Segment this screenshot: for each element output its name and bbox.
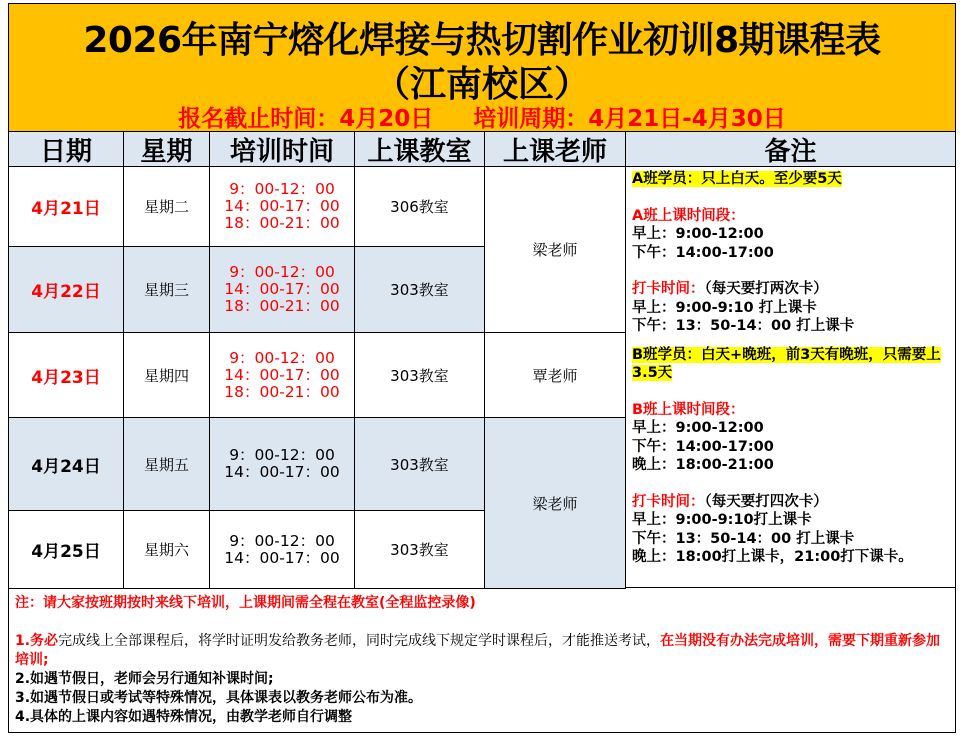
footer-item-1 — [15, 632, 949, 670]
table-row-weekday: 星期五 — [124, 418, 210, 511]
col-header-notes: 备注 — [626, 132, 955, 167]
table-row-times — [210, 333, 355, 418]
teacher-cell: 梁老师 — [485, 167, 626, 333]
footer-item-1-suffix: 在当期没有办法完成培训，需要下期重新参加培训; — [15, 633, 941, 668]
time-slot: 18：00-21：00 — [224, 382, 340, 401]
page-title: 2026年南宁熔化焊接与热切割作业初训8期课程表 — [83, 20, 881, 61]
a-class-afternoon: 下午：14:00-17:00 — [632, 244, 774, 261]
table-row-room: 303教室 — [355, 511, 485, 589]
b-class-summary: B班学员：白天+晚班，前3天有晚班，只需要上3.5天 — [632, 346, 941, 381]
b-clock-afternoon: 下午：13：50-14：00 打上课卡 — [632, 530, 855, 547]
b-clock-title: 打卡时间： — [632, 493, 705, 510]
footer-item-2: 2.如遇节假日，老师会另行通知补课时间; — [15, 671, 274, 687]
time-slot: 14：00-17：00 — [224, 197, 340, 215]
table-row-room: 303教室 — [355, 418, 485, 511]
teacher-cell: 覃老师 — [485, 333, 626, 418]
footer-item-1-body: 完成线上全部课程后，将学时证明发给教务老师，同时完成线下规定学时课程后，才能推送考试， — [58, 633, 661, 649]
table-row-room: 303教室 — [355, 333, 485, 418]
a-clock-title: 打卡时间： — [632, 281, 705, 297]
time-slot: 14：00-17：00 — [224, 365, 340, 384]
a-clock-morning: 早上：9:00-9:10 打上课卡 — [632, 299, 817, 316]
b-class-time-title: B班上课时间段： — [632, 401, 745, 418]
time-slot: 14：00-17：00 — [224, 548, 340, 567]
col-header-time: 培训时间 — [210, 132, 355, 167]
schedule-sheet — [8, 3, 956, 733]
a-class-time-title: A班上课时间段： — [632, 207, 745, 224]
footer-item-1-prefix: 1.务必 — [15, 633, 59, 649]
table-row-date: 4月22日 — [9, 247, 124, 333]
teacher-cell: 梁老师 — [485, 418, 626, 589]
a-class-morning: 早上：9:00-12:00 — [632, 226, 764, 242]
table-row-weekday: 星期二 — [124, 167, 210, 247]
time-slot: 18：00-21：00 — [224, 297, 340, 315]
col-header-teacher: 上课老师 — [485, 132, 626, 167]
time-slot: 18：00-21：00 — [224, 214, 340, 232]
b-class-afternoon: 下午：14:00-17:00 — [632, 438, 774, 455]
table-row-times — [210, 167, 355, 247]
a-class-summary: A班学员：只上白天。至少要5天 — [632, 171, 842, 187]
time-slot: 9：00-12：00 — [229, 531, 335, 550]
table-row-weekday: 星期四 — [124, 333, 210, 418]
table-row-weekday: 星期六 — [124, 511, 210, 589]
footer-notes — [9, 589, 955, 732]
table-row-room: 303教室 — [355, 247, 485, 333]
a-clock-afternoon: 下午：13：50-14：00 打上课卡 — [632, 318, 855, 334]
table-row-date: 4月24日 — [9, 418, 124, 511]
registration-info: 报名截止时间：4月20日 培训周期：4月21日-4月30日 — [178, 106, 786, 132]
table-row-times — [210, 247, 355, 333]
time-slot: 9：00-12：00 — [229, 446, 335, 464]
table-row-times — [210, 511, 355, 589]
notes-column — [626, 167, 956, 588]
campus-label: （江南校区） — [373, 64, 590, 105]
col-header-room: 上课教室 — [355, 132, 485, 167]
table-row-date: 4月25日 — [9, 511, 124, 589]
table-row-room: 306教室 — [355, 167, 485, 247]
table-row-date: 4月23日 — [9, 333, 124, 418]
footer-item-4: 4.具体的上课内容如遇特殊情况，由教学老师自行调整 — [15, 709, 353, 725]
time-slot: 9：00-12：00 — [229, 263, 335, 281]
b-clock-note: （每天要打四次卡） — [704, 493, 828, 510]
table-row-weekday: 星期三 — [124, 247, 210, 333]
b-clock-morning: 早上：9:00-9:10打上课卡 — [632, 512, 812, 528]
time-slot: 14：00-17：00 — [224, 463, 340, 481]
time-slot: 9：00-12：00 — [229, 180, 335, 198]
time-slot: 14：00-17：00 — [224, 280, 340, 298]
title-banner — [9, 4, 955, 132]
table-row-date: 4月21日 — [9, 167, 124, 247]
b-class-evening: 晚上：18:00-21:00 — [632, 457, 774, 473]
footer-item-3: 3.如遇节假日或考试等特殊情况，具体课表以教务老师公布为准。 — [15, 690, 423, 706]
b-class-morning: 早上：9:00-12:00 — [632, 420, 764, 436]
time-slot: 9：00-12：00 — [229, 348, 335, 367]
a-clock-note: （每天要打两次卡） — [704, 281, 828, 297]
footer-warning: 注：请大家按班期按时来线下培训，上课期间需全程在教室(全程监控录像) — [15, 595, 476, 611]
b-clock-evening: 晚上：18:00打上课卡，21:00打下课卡。 — [632, 549, 913, 565]
col-header-date: 日期 — [9, 132, 124, 167]
table-row-times — [210, 418, 355, 511]
col-header-weekday: 星期 — [124, 132, 210, 167]
